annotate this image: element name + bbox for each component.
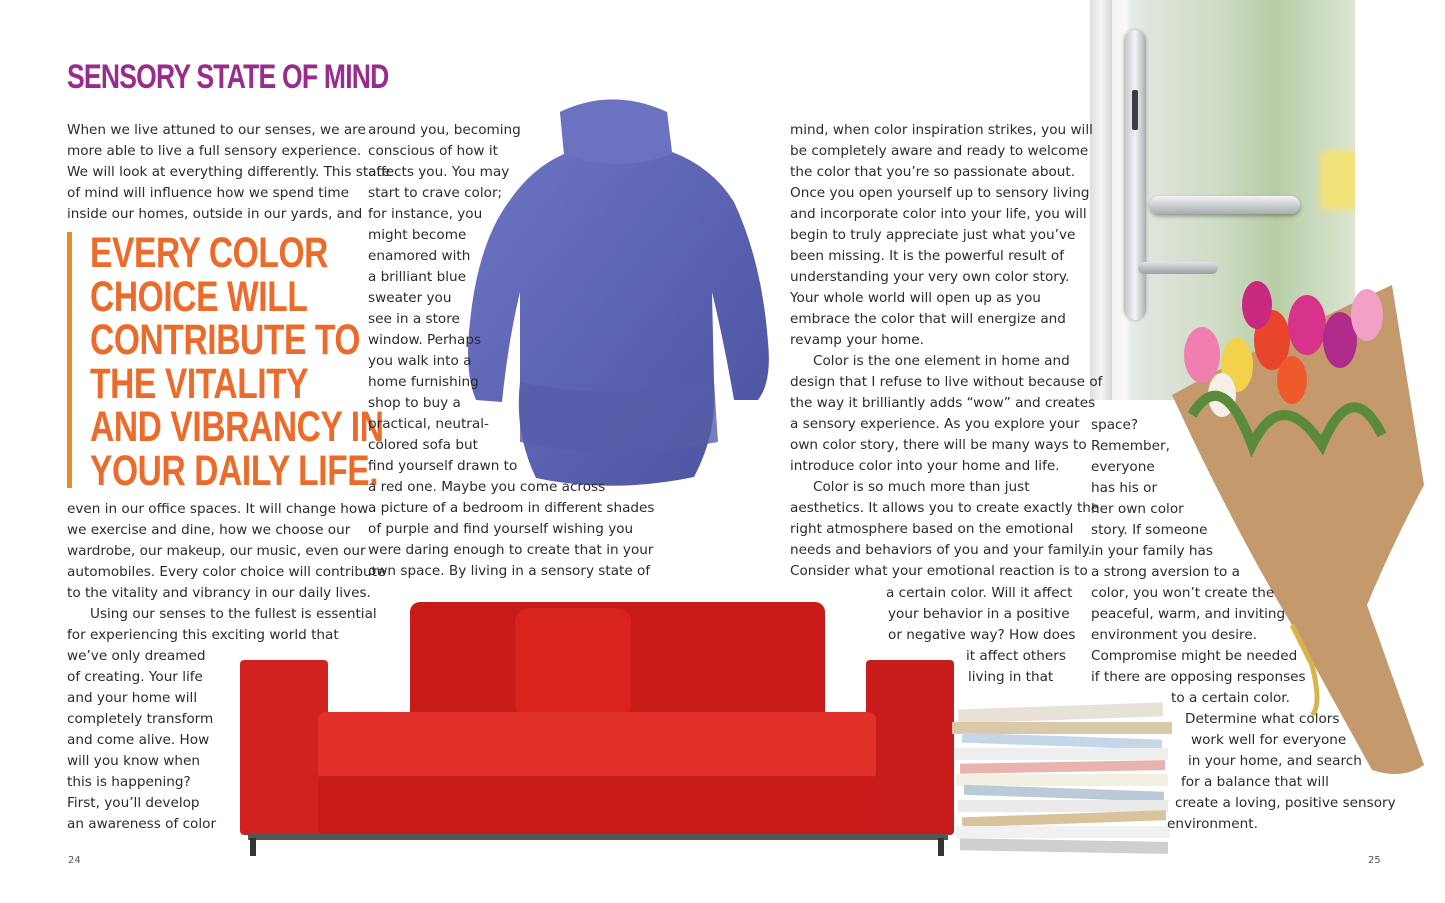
text-line: completely transform [67,711,214,727]
text-line: we’ve only dreamed [67,648,206,664]
text-line: a picture of a bedroom in different shades [368,500,655,516]
text-line: environment. [1167,816,1258,832]
text-line: you walk into a [368,353,472,369]
text-line: space? [1091,417,1139,433]
text-line: automobiles. Every color choice will contribute [67,564,386,580]
text-line: story. If someone [1091,522,1208,538]
pull-quote-line: CONTRIBUTE TO [90,316,361,364]
pull-quote-line: AND VIBRANCY IN [90,403,384,451]
text-line: color, you won’t create the [1091,585,1275,601]
text-line: if there are opposing responses [1091,669,1306,685]
text-line: for a balance that will [1181,774,1329,790]
text-line: in your family has [1091,543,1213,559]
text-line: for experiencing this exciting world that [67,627,339,643]
text-line: needs and behaviors of you and your family. [790,542,1093,558]
text-line: an awareness of color [67,816,217,832]
text-line: it affect others [966,648,1066,664]
text-line: home furnishing [368,374,479,390]
text-line: inside our homes, outside in our yards, and [67,206,363,222]
text-line: or negative way? How does [888,627,1076,643]
text-line: to the vitality and vibrancy in our daily lives. [67,585,371,601]
text-line: of mind will influence how we spend time [67,185,350,201]
page-number-right: 25 [1368,855,1381,866]
text-line: design that I refuse to live without because of [790,374,1103,390]
text-line: everyone [1091,459,1155,475]
text-line: begin to truly appreciate just what you’ve [790,227,1076,243]
text-line: and come alive. How [67,732,210,748]
text-line: Using our senses to the fullest is essential [90,606,377,622]
text-line: aesthetics. It allows you to create exactly the [790,500,1100,516]
text-line: find yourself drawn to [368,458,518,474]
text-line: Your whole world will open up as you [790,290,1041,306]
text-line: enamored with [368,248,471,264]
door-frame [1090,0,1112,400]
door-lever [1150,196,1300,214]
text-line: were daring enough to create that in your [368,542,654,558]
text-line: even in our office spaces. It will change how [67,501,369,517]
text-line: We will look at everything differently. This state [67,164,391,180]
red-sofa-image [240,600,955,858]
text-line: understanding your very own color story. [790,269,1070,285]
text-line: Color is so much more than just [813,479,1030,495]
text-line: of purple and find yourself wishing you [368,521,634,537]
pull-quote-bar [67,232,72,488]
magazine-stack-image [948,700,1188,860]
text-line: peaceful, warm, and inviting [1091,606,1286,622]
text-line: a red one. Maybe you come across [368,479,606,495]
door-latch-slot [1132,90,1138,130]
text-line: First, you’ll develop [67,795,200,811]
text-line: sweater you [368,290,452,306]
pull-quote-line: THE VITALITY [90,359,309,408]
pull-quote-line: EVERY COLOR [90,229,328,277]
text-line: a brilliant blue [368,269,466,285]
text-line: work well for everyone [1191,732,1347,748]
text-line: in your home, and search [1188,753,1362,769]
text-line: and your home will [67,690,198,706]
text-line: this is happening? [67,774,191,790]
text-line: a certain color. Will it affect [886,585,1073,601]
text-line: of creating. Your life [67,669,203,685]
text-line: conscious of how it [368,143,498,159]
text-line: might become [368,227,467,243]
text-line: your behavior in a positive [888,606,1070,622]
text-line: shop to buy a [368,395,461,411]
text-line: practical, neutral- [368,416,489,432]
text-line: been missing. It is the powerful result of [790,248,1065,264]
text-line: right atmosphere based on the emotional [790,521,1074,537]
text-line: start to crave color; [368,185,503,201]
text-line: own space. By living in a sensory state of [368,563,651,579]
text-line: living in that [968,669,1054,685]
text-line: we exercise and dine, how we choose our [67,522,351,538]
text-line: colored sofa but [368,437,478,453]
text-line: Consider what your emotional reaction is to [790,563,1088,579]
text-line: introduce color into your home and life. [790,458,1060,474]
pull-quote-line: CHOICE WILL [90,272,308,321]
text-line: be completely aware and ready to welcome [790,143,1089,159]
blue-sweater-image [462,82,774,490]
text-line: create a loving, positive sensory [1175,795,1396,811]
text-line: revamp your home. [790,332,924,348]
lamp-glow [1320,150,1355,210]
text-line: wardrobe, our makeup, our music, even our [67,543,366,559]
text-line: her own color [1091,501,1184,517]
page-title: SENSORY STATE OF MIND [67,58,389,96]
text-line: Determine what colors [1185,711,1340,727]
pull-quote-line: YOUR DAILY LIFE. [90,446,379,495]
text-line: a sensory experience. As you explore your [790,416,1080,432]
text-line: more able to live a full sensory experience. [67,143,362,159]
text-line: the way it brilliantly adds “wow” and creates [790,395,1096,411]
text-line: has his or [1091,480,1158,496]
text-line: embrace the color that will energize and [790,311,1066,327]
text-line: around you, becoming [368,122,521,138]
text-line: Remember, [1091,438,1170,454]
text-line: Color is the one element in home and [813,353,1070,369]
text-line: mind, when color inspiration strikes, you will [790,122,1093,138]
text-line: and incorporate color into your life, you will [790,206,1087,222]
text-line: own color story, there will be many ways to [790,437,1087,453]
text-line: a strong aversion to a [1091,564,1240,580]
text-line: for instance, you [368,206,483,222]
text-line: window. Perhaps [368,332,482,348]
text-line: the color that you’re so passionate about. [790,164,1076,180]
text-line: see in a store [368,311,460,327]
text-line: to a certain color. [1171,690,1290,706]
page-number-left: 24 [68,855,81,866]
text-line: When we live attuned to our senses, we are [67,122,366,138]
text-line: environment you desire. [1091,627,1258,643]
text-line: affects you. You may [368,164,510,180]
text-line: Compromise might be needed [1091,648,1298,664]
door-lock-plate [1124,30,1146,320]
text-line: Once you open yourself up to sensory living [790,185,1090,201]
text-line: will you know when [67,753,201,769]
